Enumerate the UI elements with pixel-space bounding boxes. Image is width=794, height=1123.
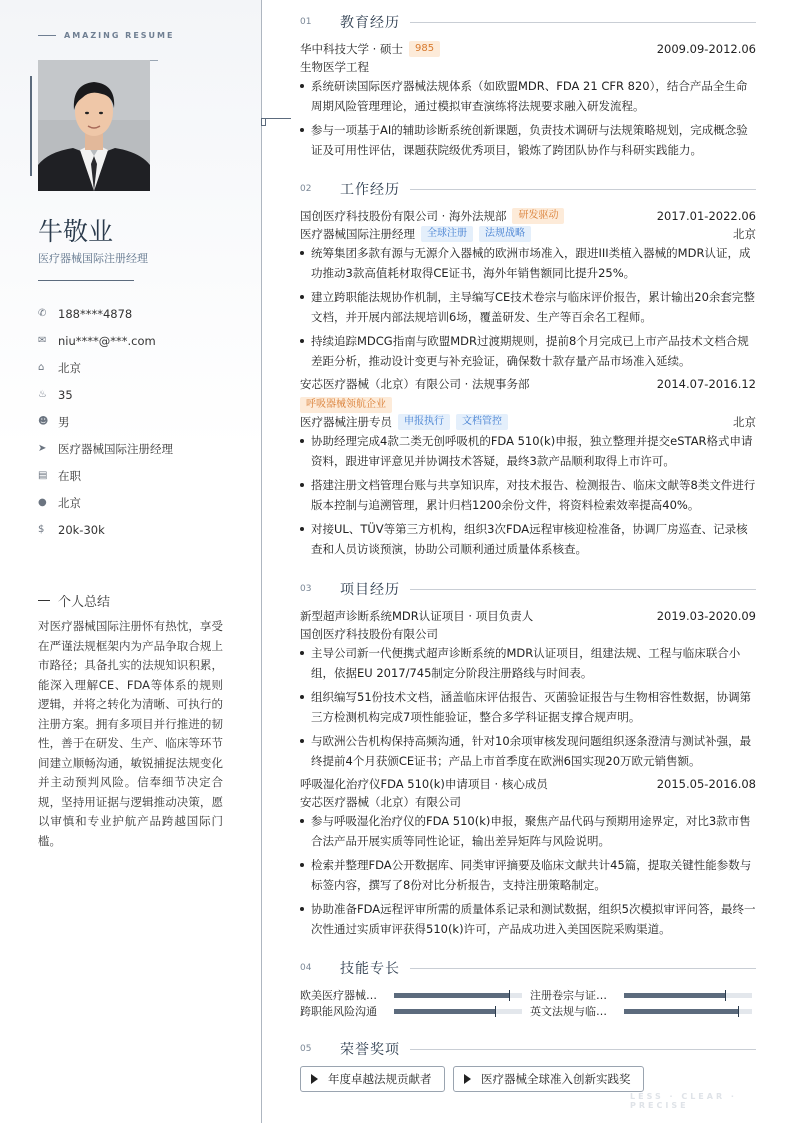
work-position-row: [300, 225, 756, 243]
info-email-text: niu****@***.com: [58, 333, 156, 348]
award-text: 医疗器械全球准入创新实践奖: [481, 1072, 631, 1086]
info-target-role-text: 医疗器械国际注册经理: [58, 441, 173, 456]
section-title: 工作经历: [340, 182, 400, 198]
section-number: 01: [300, 17, 312, 27]
play-icon: [311, 1074, 318, 1084]
cake-icon: ♨: [38, 389, 47, 400]
salary-icon: $: [38, 524, 45, 535]
project-name: 新型超声诊断系统MDR认证项目 · 项目负责人: [300, 609, 534, 623]
section-rule: [410, 189, 756, 190]
divider-marker: [261, 118, 266, 126]
skill-name: 注册卷宗与证…: [530, 989, 607, 1002]
brand-label: [38, 31, 174, 40]
project-bullet: 协助准备FDA远程评审所需的质量体系记录和测试数据，组织5次模拟审评问答，最终一次性通过实质审评获得510(k)许可，产品成功进入美国医院采购渠道。: [300, 899, 756, 939]
footer-watermark: LESS · CLEAR · PRECISE: [630, 1092, 737, 1110]
location-icon: ●: [38, 497, 47, 508]
mail-icon: ✉: [38, 335, 47, 346]
work-company: 安芯医疗器械（北京）有限公司 · 法规事务部: [300, 377, 530, 391]
home-icon: ⌂: [38, 362, 45, 373]
section-title: 技能专长: [340, 961, 400, 977]
section-number: 04: [300, 963, 312, 973]
education-major-row: [300, 58, 756, 76]
work-bullet: 搭建注册文档管理台账与共享知识库，对技术报告、检测报告、临床文献等8类文件进行版本控制与追溯管理，累计归档1200余份文件，将资料检索效率提高40%。: [300, 475, 756, 515]
work-date: 2014.07-2016.12: [656, 377, 756, 391]
project-org: 安芯医疗器械（北京）有限公司: [300, 795, 461, 809]
section-award-header: [300, 1039, 756, 1059]
skill-item: [530, 987, 752, 1003]
section-project-header: [300, 579, 756, 599]
section-title: 教育经历: [340, 15, 400, 31]
work-company-tag-row: [300, 396, 756, 414]
section-skill-header: [300, 958, 756, 978]
briefcase-icon: ▤: [38, 470, 48, 481]
project-bullet: 主导公司新一代便携式超声诊断系统的MDR认证项目，组建法规、工程与临床联合小组，依据EU 2017/745制定分阶段注册路线与时间表。: [300, 643, 756, 683]
skill-bar: [394, 1009, 522, 1014]
work-bullet: 协助经理完成4款二类无创呼吸机的FDA 510(k)申报，独立整理并提交eSTAR格式申请资料，跟进审评意见并协调技术答疑，最终3款产品顺利取得上市许可。: [300, 431, 756, 471]
work-bullet: 对接UL、TÜV等第三方机构，组织3次FDA远程审核迎检准备，协调厂房巡查、记录核查和人员访谈预演，协助公司顺利通过质量体系核查。: [300, 519, 756, 559]
section-rule: [410, 22, 756, 23]
profile-name: 牛敬业: [38, 217, 114, 246]
skill-bar-fill: [624, 993, 725, 998]
award-text: 年度卓越法规贡献者: [328, 1072, 432, 1086]
section-rule: [410, 1049, 756, 1050]
skill-name: 欧美医疗器械…: [300, 989, 377, 1002]
skill-bar-fill: [394, 993, 509, 998]
position-tag: 文档管控: [456, 414, 508, 430]
work-position: 医疗器械国际注册经理: [300, 227, 415, 241]
info-status-text: 在职: [58, 468, 81, 483]
info-phone: [38, 300, 173, 327]
work-company-row: [300, 375, 756, 393]
info-gender-text: 男: [58, 414, 70, 429]
skill-item: [300, 1003, 522, 1019]
education-bullet: 参与一项基于AI的辅助诊断系统创新课题，负责技术调研与法规策略规划，完成概念验证及可用性评估，课题获院级优秀项目，锻炼了跨团队协作与科研实践能力。: [300, 120, 756, 160]
skill-bar-marker: [509, 990, 510, 1001]
project-date: 2015.05-2016.08: [656, 777, 756, 791]
position-tag: 法规战略: [479, 226, 531, 242]
company-tag: 研发驱动: [512, 208, 564, 224]
info-email: [38, 327, 173, 354]
sidebar: [0, 0, 262, 1123]
info-location: [38, 489, 173, 516]
gender-icon: ☻: [38, 416, 49, 427]
section-number: 03: [300, 584, 312, 594]
project-bullet: 参与呼吸湿化治疗仪的FDA 510(k)申报，聚焦产品代码与预期用途界定，对比3款市售合法产品开展实质等同性论证，输出差异矩阵与风险说明。: [300, 811, 756, 851]
project-name: 呼吸湿化治疗仪FDA 510(k)申请项目 · 核心成员: [300, 777, 548, 791]
work-company: 国创医疗科技股份有限公司 · 海外法规部: [300, 209, 507, 223]
info-location-text: 北京: [58, 495, 81, 510]
work-company-row: [300, 207, 756, 225]
project-org: 国创医疗科技股份有限公司: [300, 627, 438, 641]
phone-icon: ✆: [38, 308, 47, 319]
brand-text: AMAZING RESUME: [64, 31, 175, 40]
work-date: 2017.01-2022.06: [656, 209, 756, 223]
skill-bar: [624, 993, 752, 998]
photo-accent-line: [30, 76, 32, 176]
summary-title-text: 个人总结: [58, 595, 111, 610]
play-icon: [464, 1074, 471, 1084]
info-salary-text: 20k-30k: [58, 522, 105, 537]
work-position-row: [300, 413, 756, 431]
skill-bar: [624, 1009, 752, 1014]
summary-title: [38, 591, 110, 610]
project-bullet: 组织编写51份技术文档，涵盖临床评估报告、灭菌验证报告与生物相容性数据，协调第三方检测机构完成7项性能验证，整合多学科证据支撑合规声明。: [300, 687, 756, 727]
section-title: 项目经历: [340, 582, 400, 598]
skill-name: 英文法规与临…: [530, 1005, 607, 1018]
position-tag: 全球注册: [421, 226, 473, 242]
info-residence-text: 北京: [58, 360, 81, 375]
info-salary: [38, 516, 173, 543]
skill-bar: [394, 993, 522, 998]
info-age: [38, 381, 173, 408]
work-city: 北京: [733, 415, 756, 429]
skill-bar-marker: [738, 1006, 739, 1017]
skill-bar-marker: [495, 1006, 496, 1017]
section-number: 05: [300, 1044, 312, 1054]
project-date: 2019.03-2020.09: [656, 609, 756, 623]
education-date: 2009.09-2012.06: [656, 42, 756, 56]
skill-item: [530, 1003, 752, 1019]
profile-photo: [38, 60, 150, 191]
section-title: 荣誉奖项: [340, 1042, 400, 1058]
school-name: 华中科技大学 · 硕士: [300, 42, 403, 56]
work-bullet: 建立跨职能法规协作机制，主导编写CE技术卷宗与临床评价报告，累计输出20余套完整文档，并开展内部法规培训6场，覆盖研发、生产等百余名工程师。: [300, 287, 756, 327]
send-icon: ➤: [38, 443, 47, 454]
info-age-text: 35: [58, 387, 73, 402]
section-education-header: [300, 12, 756, 32]
company-tag: 呼吸器械领航企业: [300, 397, 392, 413]
info-gender: [38, 408, 173, 435]
project-org-row: [300, 625, 756, 643]
skill-bar-fill: [624, 1009, 738, 1014]
section-rule: [410, 589, 756, 590]
school-tag: 985: [409, 41, 440, 57]
work-position: 医疗器械注册专员: [300, 415, 392, 429]
education-bullet: 系统研读国际医疗器械法规体系（如欧盟MDR、FDA 21 CFR 820），结合产品全生命周期风险管理理论，通过模拟审查演练将法规要求融入研发流程。: [300, 76, 756, 116]
project-org-row: [300, 793, 756, 811]
info-residence: [38, 354, 173, 381]
work-bullet: 统筹集团多款有源与无源介入器械的欧洲市场准入，跟进III类植入器械的MDR认证，成功推动3款高值耗材取得CE证书，海外年销售额同比提升25%。: [300, 243, 756, 283]
education-major: 生物医学工程: [300, 60, 369, 74]
brand-line: [38, 35, 56, 36]
info-target-role: [38, 435, 173, 462]
project-row: [300, 775, 756, 793]
summary-text: 对医疗器械国际注册怀有热忱，享受在严谨法规框架内为产品争取合规上市路径；具备扎实的法规知识积累，能深入理解CE、FDA等体系的规则逻辑，并将之转化为清晰、可执行的注册方案。拥有多项目并行推进的韧性，善于在研发、生产、临床等环节间建立顺畅沟通，敏锐捕捉法规变化并主动预判风险。信奉细节决定合规，坚持用证据与逻辑推动决策，愿以审慎和专业护航产品跨越国际门槛。: [38, 619, 223, 848]
summary-dash: [38, 600, 50, 601]
info-phone-text: 188****4878: [58, 306, 133, 321]
education-row: [300, 40, 756, 58]
section-number: 02: [300, 184, 312, 194]
project-bullet: 检索并整理FDA公开数据库、同类审评摘要及临床文献共计45篇，提取关键性能参数与标签内容，撰写了8份对比分析报告，支持注册策略制定。: [300, 855, 756, 895]
project-bullet: 与欧洲公告机构保持高频沟通，针对10余项审核发现问题组织逐条澄清与测试补强，最终提前4个月获颁CE证书；产品上市首季度在欧洲6国实现20万欧元销售额。: [300, 731, 756, 771]
section-rule: [410, 968, 756, 969]
info-status: [38, 462, 173, 489]
profile-title: 医疗器械国际注册经理: [38, 252, 148, 265]
skill-bar-fill: [394, 1009, 495, 1014]
skill-name: 跨职能风险沟通: [300, 1005, 377, 1018]
award-badge: [453, 1066, 644, 1092]
project-row: [300, 607, 756, 625]
sidebar-divider: [38, 280, 134, 281]
award-badge: [300, 1066, 445, 1092]
section-work-header: [300, 179, 756, 199]
work-city: 北京: [733, 227, 756, 241]
work-bullet: 持续追踪MDCG指南与欧盟MDR过渡期规则，提前8个月完成已上市产品技术文档合规差距分析，推动设计变更与补充验证，确保数十款存量产品市场准入延续。: [300, 331, 756, 371]
contact-info-list: [38, 300, 173, 543]
skill-item: [300, 987, 522, 1003]
avatar: [38, 60, 150, 191]
position-tag: 申报执行: [398, 414, 450, 430]
skill-bar-marker: [725, 990, 726, 1001]
